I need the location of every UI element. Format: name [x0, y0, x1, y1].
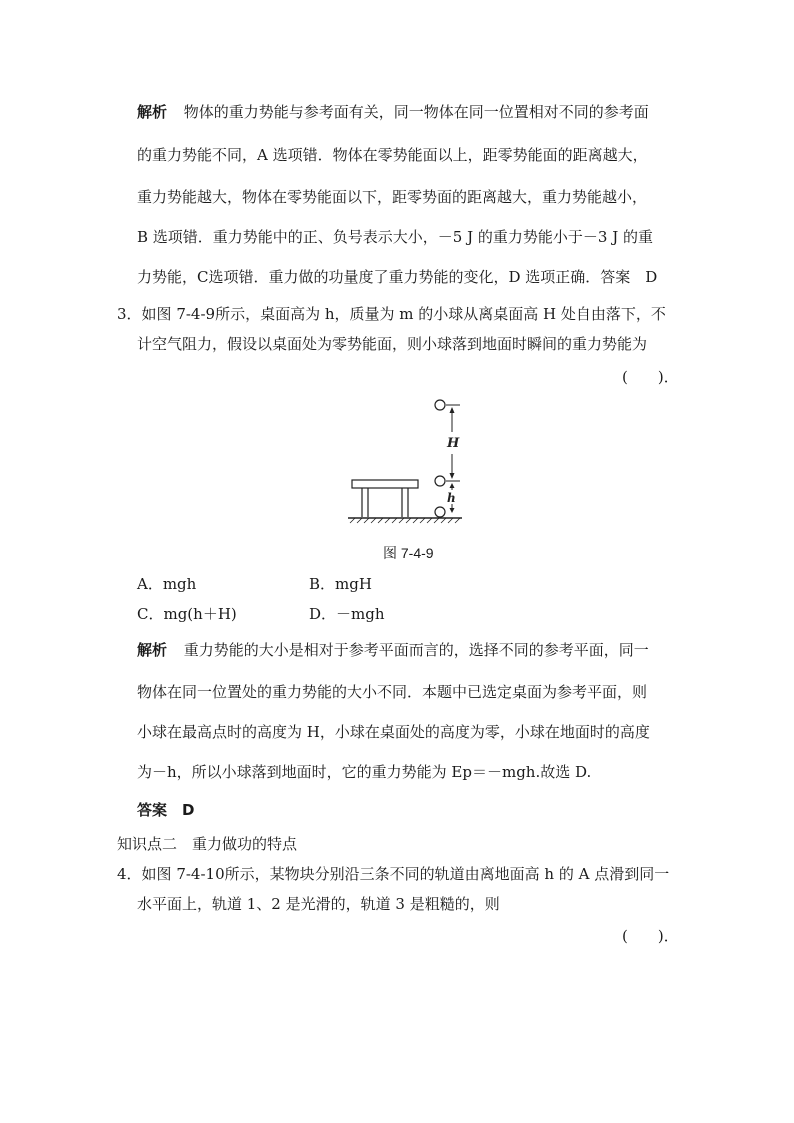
analysis-line-3: 重力势能越大，物体在零势能面以下，距零势面的距离越大，重力势能越小，: [137, 188, 648, 206]
analysis-2-line-3: 小球在最高点时的高度为 H，小球在桌面处的高度为零，小球在地面时的高度: [137, 723, 650, 741]
bottom-ball: [435, 507, 445, 517]
question-4-line-2: 水平面上，轨道 1、2 是光滑的，轨道 3 是粗糙的，则: [137, 895, 500, 913]
analysis-2-line-1: [137, 640, 649, 660]
figure-caption: 图 7-4-9: [383, 545, 434, 561]
answer-line: 答案 D: [137, 801, 195, 819]
top-ball: [435, 400, 445, 410]
question-3-line-1: [117, 304, 666, 324]
analysis-2-line-4: 为－h，所以小球落到地面时，它的重力势能为 Ep＝－mgh.故选 D.: [137, 763, 592, 781]
height-h-label: h: [447, 491, 456, 505]
figure-7-4-9: [340, 392, 470, 527]
section-heading: 知识点二 重力做功的特点: [117, 835, 298, 853]
answer-bracket-4: ( )．: [622, 927, 679, 945]
question-4-text: 如图 7-4-10所示，某物块分别沿三条不同的轨道由离地面高 h 的 A 点滑到同一: [141, 865, 670, 883]
height-H-label: H: [447, 436, 460, 451]
table-ball-diagram: [340, 392, 470, 527]
question-number: 3．: [117, 305, 142, 323]
option-d: D．－mgh: [309, 605, 385, 623]
option-a: A．mgh: [137, 575, 197, 593]
table-top: [352, 480, 418, 488]
answer-bracket: ( )．: [622, 368, 679, 386]
option-c: C．mg(h＋H): [137, 605, 237, 623]
analysis-line-1: [137, 102, 649, 122]
analysis-2-text: 重力势能的大小是相对于参考平面而言的，选择不同的参考平面，同一: [183, 641, 649, 659]
analysis-2-line-2: 物体在同一位置处的重力势能的大小不同．本题中已选定桌面为参考平面，则: [137, 683, 648, 701]
analysis-label: 解析: [137, 103, 168, 121]
analysis-line-5: 力势能，C选项错．重力做的功量度了重力势能的变化，D 选项正确．答案 D: [137, 268, 658, 286]
middle-ball: [435, 476, 445, 486]
question-4-number: 4．: [117, 865, 142, 883]
question-4-line-1: [117, 864, 669, 884]
option-b: B．mgH: [309, 575, 372, 593]
analysis-text: 物体的重力势能与参考面有关，同一物体在同一位置相对不同的参考面: [183, 103, 649, 121]
question-text: 如图 7-4-9所示，桌面高为 h，质量为 m 的小球从离桌面高 H 处自由落下，不: [141, 305, 666, 323]
question-3-line-2: 计空气阻力，假设以桌面处为零势能面，则小球落到地面时瞬间的重力势能为: [137, 335, 648, 353]
analysis-line-2: 的重力势能不同，A 选项错．物体在零势能面以上，距零势能面的距离越大，: [137, 146, 648, 164]
analysis-2-label: 解析: [137, 641, 168, 659]
analysis-line-4: B 选项错．重力势能中的正、负号表示大小，－5 J 的重力势能小于－3 J 的重: [137, 228, 653, 246]
